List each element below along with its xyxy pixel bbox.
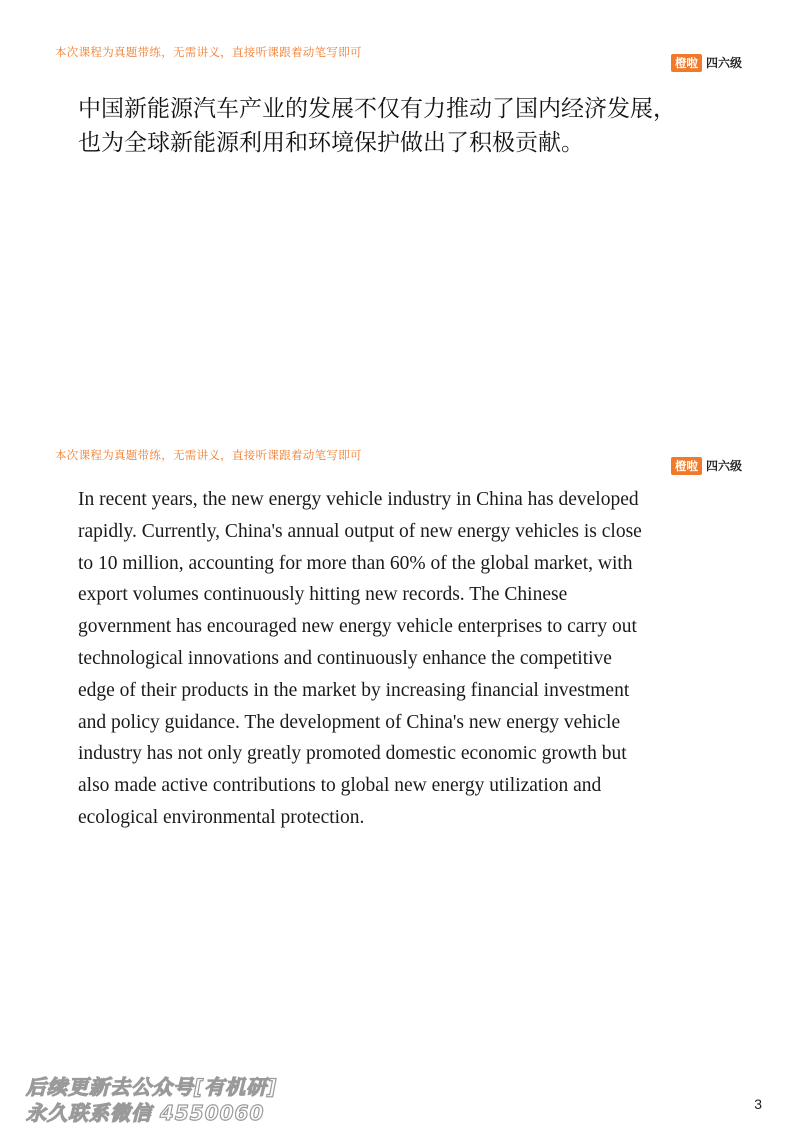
brand-badge: 橙啦 xyxy=(671,54,702,72)
english-passage xyxy=(78,484,748,834)
english-line: and policy guidance. The development of China's new energy vehicle xyxy=(78,711,621,733)
brand-text: 四六级 xyxy=(705,459,742,473)
english-line: ecological environmental protection. xyxy=(78,806,365,828)
course-note: 本次课程为真题带练，无需讲义，直接听课跟着动笔写即可 xyxy=(55,448,362,462)
english-line: also made active contributions to global new energy utilization and xyxy=(78,775,602,797)
course-note: 本次课程为真题带练，无需讲义，直接听课跟着动笔写即可 xyxy=(55,45,362,59)
english-line: edge of their products in the market by increasing financial investment xyxy=(78,679,630,701)
page-number: 3 xyxy=(754,1096,762,1112)
english-line: rapidly. Currently, China's annual output of new energy vehicles is close xyxy=(78,520,642,542)
english-line: export volumes continuously hitting new records. The Chinese xyxy=(78,584,568,606)
chinese-line: 也为全球新能源利用和环境保护做出了积极贡献。 xyxy=(78,130,584,156)
watermark xyxy=(26,1074,277,1126)
brand-text: 四六级 xyxy=(705,56,742,70)
english-line: to 10 million, accounting for more than 60% of the global market, with xyxy=(78,552,633,574)
english-line: In recent years, the new energy vehicle industry in China has developed xyxy=(78,489,639,510)
brand-logo xyxy=(671,457,742,475)
chinese-line: 中国新能源汽车产业的发展不仅有力推动了国内经济发展， xyxy=(78,96,676,122)
chinese-passage xyxy=(78,92,758,160)
brand-badge: 橙啦 xyxy=(671,457,702,475)
english-line: government has encouraged new energy vehicle enterprises to carry out xyxy=(78,616,637,638)
english-line: technological innovations and continuously enhance the competitive xyxy=(78,647,612,669)
brand-logo xyxy=(671,54,742,72)
watermark-line: 后续更新去公众号[有机研] xyxy=(26,1075,278,1099)
english-line: industry has not only greatly promoted domestic economic growth but xyxy=(78,743,627,765)
watermark-line: 永久联系微信 4550060 xyxy=(26,1101,265,1125)
